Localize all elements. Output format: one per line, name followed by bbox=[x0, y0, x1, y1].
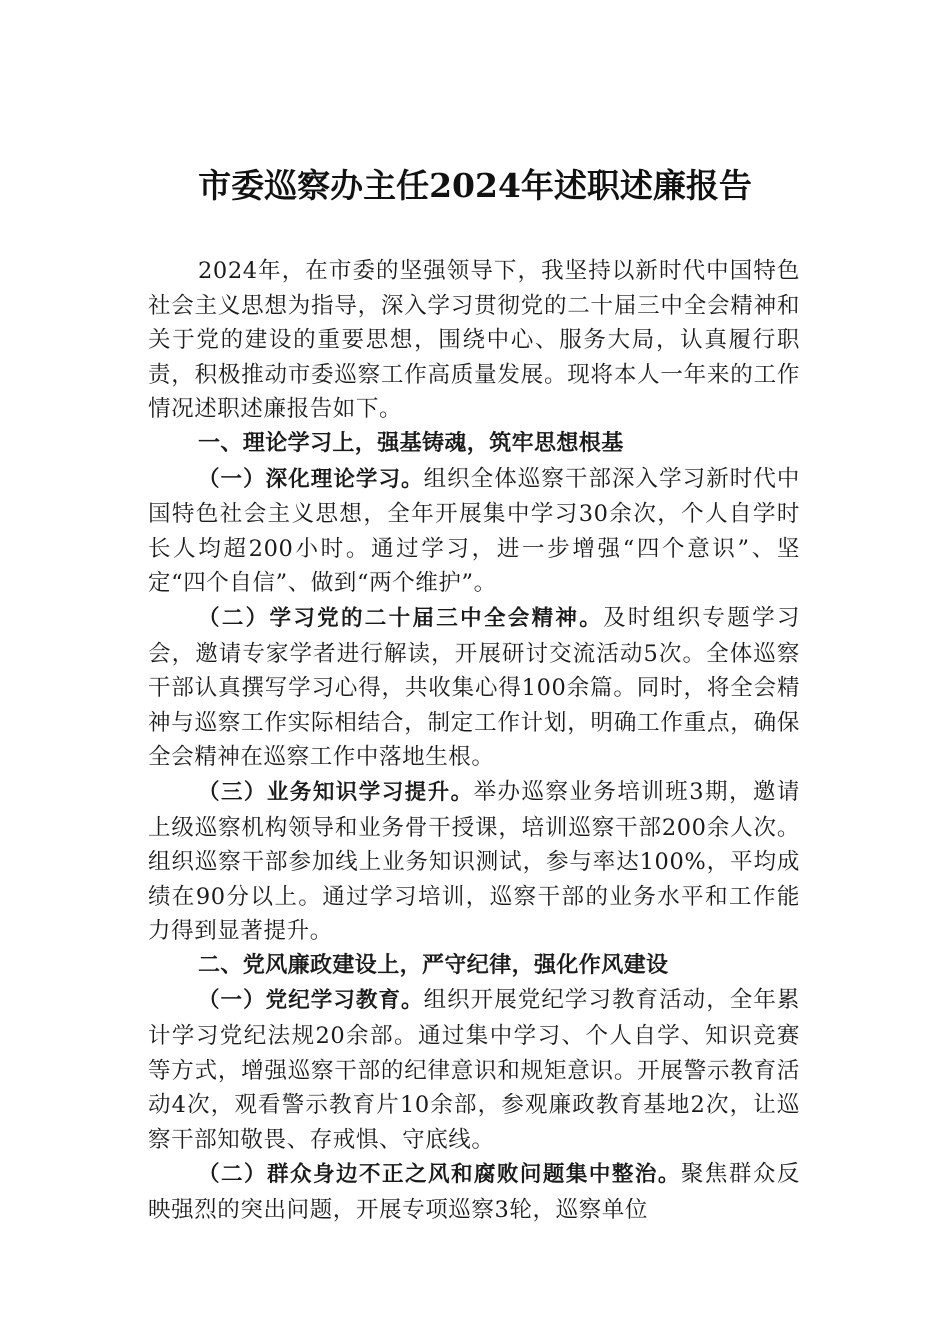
paragraph-1-2 bbox=[148, 601, 800, 775]
section-heading-2: 二、党风廉政建设上，严守纪律，强化作风建设 bbox=[198, 952, 669, 978]
paragraph-1-3 bbox=[148, 775, 800, 949]
paragraph-1-1 bbox=[148, 462, 800, 601]
document-body bbox=[148, 254, 800, 1228]
paragraph-lead: （二）群众身边不正之风和腐败问题集中整治。 bbox=[198, 1162, 681, 1188]
paragraph-text: 组织开展党纪学习教育活动，全年累计学习党纪法规20余部。通过集中学习、个人自学、知识竞赛等方式，增强巡察干部的纪律意识和规矩意识。开展警示教育活动4次，观看警示教育片10余部，参观廉政教育基地2次，让巡察干部知敬畏、存戒惧、守底线。 bbox=[148, 987, 800, 1153]
paragraph-text: 举办巡察业务培训班3期，邀请上级巡察机构领导和业务骨干授课，培训巡察干部200余人次。组织巡察干部参加线上业务知识测试，参与率达100%，平均成绩在90分以上。通过学习培训，巡察干部的业务水平和工作能力得到显著提升。 bbox=[148, 778, 800, 945]
section-heading-1: 一、理论学习上，强基铸魂，筑牢思想根基 bbox=[198, 430, 624, 456]
document-title: 市委巡察办主任2024年述职述廉报告 bbox=[198, 166, 752, 205]
paragraph-text: 组织全体巡察干部深入学习新时代中国特色社会主义思想，全年开展集中学习30余次，个人自学时长人均超200小时。通过学习，进一步增强“四个意识”、坚定“四个自信”、做到“两个维护”。 bbox=[148, 465, 800, 597]
paragraph-2-1 bbox=[148, 983, 800, 1157]
paragraph-lead: （一）党纪学习教育。 bbox=[198, 988, 424, 1014]
paragraph-lead: （二）学习党的二十届三中全会精神。 bbox=[198, 605, 604, 631]
paragraph-2-2 bbox=[148, 1157, 800, 1227]
paragraph-text: 聚焦群众反映强烈的突出问题，开展专项巡察3轮，巡察单位 bbox=[148, 1161, 800, 1224]
paragraph-lead: （三）业务知识学习提升。 bbox=[198, 779, 474, 805]
intro-paragraph: 2024年，在市委的坚强领导下，我坚持以新时代中国特色社会主义思想为指导，深入学习贯彻党的二十届三中全会精神和关于党的建设的重要思想，围绕中心、服务大局，认真履行职责，积极推动市委巡察工作高质量发展。现将本人一年来的工作情况述职述廉报告如下。 bbox=[148, 258, 800, 423]
paragraph-lead: （一）深化理论学习。 bbox=[198, 466, 424, 492]
paragraph-text: 及时组织专题学习会，邀请专家学者进行解读，开展研讨交流活动5次。全体巡察干部认真撰写学习心得，共收集心得100余篇。同时，将全会精神与巡察工作实际相结合，制定工作计划，明确工作重点，确保全会精神在巡察工作中落地生根。 bbox=[148, 604, 800, 771]
